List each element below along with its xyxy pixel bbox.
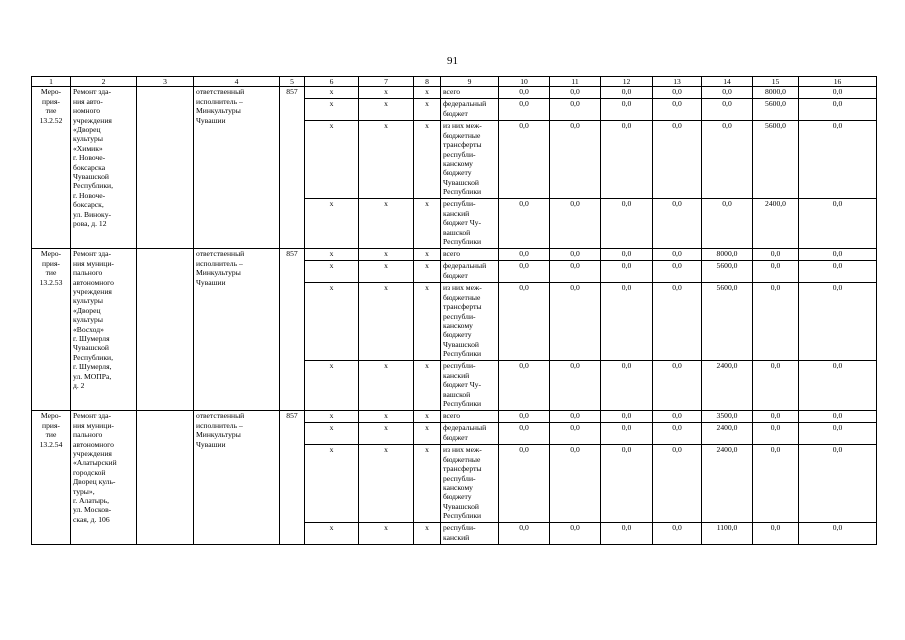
amount-cell: 0,0	[601, 199, 653, 249]
amount-cell: 2400,0	[702, 423, 753, 445]
amount-cell: 3500,0	[702, 411, 753, 423]
funding-source-cell: из них меж- бюджетные трансферты республи- канскому бюджету Чувашской Республики	[441, 445, 499, 523]
amount-cell: 0,0	[601, 87, 653, 99]
amount-cell: 0,0	[499, 261, 550, 283]
amount-cell: 0,0	[753, 411, 799, 423]
funding-source-cell: из них меж- бюджетные трансферты республи- канскому бюджету Чувашской Республики	[441, 283, 499, 361]
amount-cell: 0,0	[550, 261, 601, 283]
code-cell: 857	[280, 411, 305, 545]
funding-source-cell: всего	[441, 87, 499, 99]
event-cell: Меро- прия- тие 13.2.54	[32, 411, 71, 545]
code-cell: 857	[280, 87, 305, 249]
empty-cell	[137, 411, 194, 545]
amount-cell: 0,0	[499, 411, 550, 423]
event-cell: Меро- прия- тие 13.2.52	[32, 87, 71, 249]
amount-cell: 0,0	[799, 199, 877, 249]
amount-cell: 0,0	[799, 249, 877, 261]
amount-cell: 0,0	[653, 261, 702, 283]
mark-cell: x	[359, 283, 414, 361]
column-number-cell: 14	[702, 77, 753, 87]
mark-cell: x	[359, 99, 414, 121]
amount-cell: 0,0	[499, 99, 550, 121]
mark-cell: x	[305, 261, 359, 283]
amount-cell: 0,0	[753, 445, 799, 523]
amount-cell: 0,0	[653, 361, 702, 411]
amount-cell: 0,0	[799, 87, 877, 99]
amount-cell: 0,0	[499, 445, 550, 523]
mark-cell: x	[359, 523, 414, 545]
amount-cell: 0,0	[702, 87, 753, 99]
amount-cell: 0,0	[499, 361, 550, 411]
mark-cell: x	[414, 283, 441, 361]
amount-cell: 0,0	[753, 523, 799, 545]
amount-cell: 0,0	[550, 99, 601, 121]
amount-cell: 0,0	[753, 249, 799, 261]
mark-cell: x	[359, 445, 414, 523]
amount-cell: 0,0	[499, 523, 550, 545]
mark-cell: x	[305, 199, 359, 249]
executor-cell: ответственный исполнитель – Минкультуры Чувашии	[194, 87, 280, 249]
mark-cell: x	[414, 99, 441, 121]
amount-cell: 0,0	[799, 261, 877, 283]
amount-cell: 0,0	[550, 199, 601, 249]
mark-cell: x	[359, 121, 414, 199]
mark-cell: x	[359, 411, 414, 423]
mark-cell: x	[359, 199, 414, 249]
amount-cell: 0,0	[601, 261, 653, 283]
mark-cell: x	[414, 411, 441, 423]
amount-cell: 0,0	[799, 423, 877, 445]
amount-cell: 0,0	[702, 99, 753, 121]
column-number-cell: 13	[653, 77, 702, 87]
amount-cell: 0,0	[601, 121, 653, 199]
mark-cell: x	[414, 423, 441, 445]
amount-cell: 2400,0	[702, 445, 753, 523]
amount-cell: 8000,0	[753, 87, 799, 99]
page-number: 91	[447, 55, 458, 67]
amount-cell: 0,0	[601, 445, 653, 523]
column-number-cell: 3	[137, 77, 194, 87]
mark-cell: x	[359, 249, 414, 261]
amount-cell: 0,0	[799, 283, 877, 361]
column-number-cell: 8	[414, 77, 441, 87]
amount-cell: 5600,0	[753, 99, 799, 121]
amount-cell: 5600,0	[702, 261, 753, 283]
mark-cell: x	[414, 87, 441, 99]
amount-cell: 0,0	[550, 423, 601, 445]
mark-cell: x	[414, 445, 441, 523]
mark-cell: x	[414, 199, 441, 249]
funding-source-cell: из них меж- бюджетные трансферты республи- канскому бюджету Чувашской Республики	[441, 121, 499, 199]
table-row	[32, 87, 877, 99]
amount-cell: 0,0	[653, 283, 702, 361]
object-cell: Ремонт зда- ния муници- пального автономного учреждения «Алатырский городской Дворец куль- туры», г. Алатырь, ул. Москов- ская, д. 106	[71, 411, 137, 545]
amount-cell: 0,0	[653, 87, 702, 99]
amount-cell: 0,0	[702, 121, 753, 199]
mark-cell: x	[305, 361, 359, 411]
mark-cell: x	[414, 121, 441, 199]
mark-cell: x	[414, 361, 441, 411]
object-cell: Ремонт зда- ния муници- пального автономного учреждения культуры «Дворец культуры «Восход» г. Шумерля Чувашской Республики, г. Шумерля, ул. МОПРа, д. 2	[71, 249, 137, 411]
mark-cell: x	[305, 87, 359, 99]
column-number-cell: 9	[441, 77, 499, 87]
program-table	[31, 76, 877, 545]
amount-cell: 0,0	[799, 99, 877, 121]
column-number-cell: 15	[753, 77, 799, 87]
amount-cell: 0,0	[550, 249, 601, 261]
funding-source-cell: республи- канский бюджет Чу- вашской Республики	[441, 199, 499, 249]
column-number-cell: 7	[359, 77, 414, 87]
amount-cell: 1100,0	[702, 523, 753, 545]
amount-cell: 0,0	[753, 361, 799, 411]
mark-cell: x	[305, 523, 359, 545]
amount-cell: 0,0	[799, 121, 877, 199]
amount-cell: 2400,0	[702, 361, 753, 411]
amount-cell: 0,0	[799, 445, 877, 523]
code-cell: 857	[280, 249, 305, 411]
column-number-row	[32, 77, 877, 87]
funding-source-cell: республи- канский	[441, 523, 499, 545]
mark-cell: x	[359, 261, 414, 283]
column-number-cell: 12	[601, 77, 653, 87]
mark-cell: x	[305, 283, 359, 361]
executor-cell: ответственный исполнитель – Минкультуры Чувашии	[194, 249, 280, 411]
mark-cell: x	[414, 261, 441, 283]
column-number-cell: 6	[305, 77, 359, 87]
amount-cell: 0,0	[601, 249, 653, 261]
amount-cell: 0,0	[499, 283, 550, 361]
amount-cell: 0,0	[550, 121, 601, 199]
column-number-cell: 10	[499, 77, 550, 87]
amount-cell: 2400,0	[753, 199, 799, 249]
event-cell: Меро- прия- тие 13.2.53	[32, 249, 71, 411]
amount-cell: 0,0	[799, 523, 877, 545]
column-number-cell: 5	[280, 77, 305, 87]
amount-cell: 0,0	[499, 121, 550, 199]
mark-cell: x	[305, 445, 359, 523]
executor-cell: ответственный исполнитель – Минкультуры Чувашии	[194, 411, 280, 545]
amount-cell: 0,0	[550, 411, 601, 423]
amount-cell: 5600,0	[702, 283, 753, 361]
funding-source-cell: федеральный бюджет	[441, 261, 499, 283]
empty-cell	[137, 87, 194, 249]
amount-cell: 0,0	[550, 361, 601, 411]
amount-cell: 0,0	[753, 261, 799, 283]
amount-cell: 0,0	[550, 87, 601, 99]
mark-cell: x	[305, 121, 359, 199]
amount-cell: 0,0	[499, 87, 550, 99]
mark-cell: x	[305, 249, 359, 261]
column-number-cell: 2	[71, 77, 137, 87]
amount-cell: 8000,0	[702, 249, 753, 261]
amount-cell: 0,0	[702, 199, 753, 249]
table-row	[32, 411, 877, 423]
amount-cell: 0,0	[653, 99, 702, 121]
amount-cell: 0,0	[753, 283, 799, 361]
amount-cell: 0,0	[653, 249, 702, 261]
amount-cell: 0,0	[653, 423, 702, 445]
amount-cell: 0,0	[653, 523, 702, 545]
amount-cell: 0,0	[653, 445, 702, 523]
amount-cell: 0,0	[499, 423, 550, 445]
amount-cell: 0,0	[601, 411, 653, 423]
mark-cell: x	[359, 361, 414, 411]
amount-cell: 0,0	[550, 523, 601, 545]
funding-source-cell: республи- канский бюджет Чу- вашской Республики	[441, 361, 499, 411]
column-number-cell: 11	[550, 77, 601, 87]
column-number-cell: 1	[32, 77, 71, 87]
mark-cell: x	[305, 411, 359, 423]
amount-cell: 0,0	[799, 411, 877, 423]
funding-source-cell: всего	[441, 249, 499, 261]
amount-cell: 0,0	[653, 121, 702, 199]
mark-cell: x	[305, 99, 359, 121]
table-row	[32, 249, 877, 261]
amount-cell: 0,0	[601, 99, 653, 121]
column-number-cell: 4	[194, 77, 280, 87]
amount-cell: 0,0	[653, 411, 702, 423]
funding-source-cell: всего	[441, 411, 499, 423]
amount-cell: 0,0	[550, 283, 601, 361]
mark-cell: x	[359, 87, 414, 99]
mark-cell: x	[414, 249, 441, 261]
column-number-cell: 16	[799, 77, 877, 87]
amount-cell: 0,0	[601, 523, 653, 545]
amount-cell: 0,0	[653, 199, 702, 249]
amount-cell: 0,0	[550, 445, 601, 523]
amount-cell: 0,0	[601, 361, 653, 411]
empty-cell	[137, 249, 194, 411]
amount-cell: 0,0	[499, 199, 550, 249]
mark-cell: x	[359, 423, 414, 445]
amount-cell: 5600,0	[753, 121, 799, 199]
amount-cell: 0,0	[499, 249, 550, 261]
mark-cell: x	[414, 523, 441, 545]
amount-cell: 0,0	[799, 361, 877, 411]
amount-cell: 0,0	[601, 283, 653, 361]
amount-cell: 0,0	[753, 423, 799, 445]
object-cell: Ремонт зда- ния авто- номного учреждения «Дворец культуры «Химик» г. Новоче- боксарска Чувашской Республики, г. Новоче- боксарск, ул. Винокy- рова, д. 12	[71, 87, 137, 249]
funding-source-cell: федеральный бюджет	[441, 99, 499, 121]
amount-cell: 0,0	[601, 423, 653, 445]
mark-cell: x	[305, 423, 359, 445]
funding-source-cell: федеральный бюджет	[441, 423, 499, 445]
